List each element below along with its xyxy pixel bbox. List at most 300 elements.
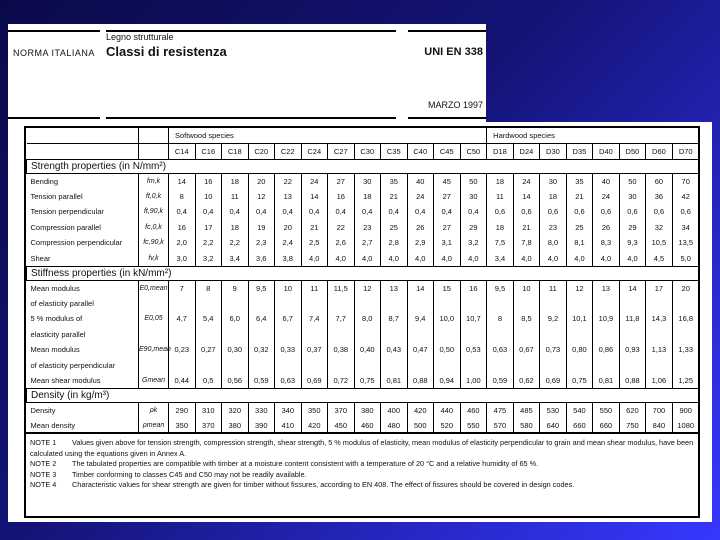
value-cell: 1,06: [646, 373, 673, 389]
property-label: Density: [30, 406, 56, 415]
value-cell: 0,53: [460, 342, 487, 358]
value-cell: 4,0: [460, 251, 487, 267]
value-cell: 50: [460, 173, 487, 189]
value-cell: 23: [540, 220, 567, 236]
property-symbol: ft,0,k: [139, 189, 169, 205]
value-cell: 10: [513, 280, 540, 296]
empty-cell: [460, 358, 487, 374]
value-cell: 7: [169, 280, 196, 296]
value-cell: 3,2: [195, 251, 222, 267]
note-label: NOTE 2: [30, 459, 57, 468]
value-cell: 36: [646, 189, 673, 205]
class-header: C50: [460, 144, 487, 160]
value-cell: 27: [434, 189, 461, 205]
value-cell: 1080: [672, 418, 699, 434]
empty-cell: [381, 327, 408, 343]
softwood-group-label: Softwood species: [169, 128, 487, 144]
empty-cell: [672, 296, 699, 312]
value-cell: 18: [222, 173, 249, 189]
value-cell: 1,13: [646, 342, 673, 358]
value-cell: 2,9: [407, 235, 434, 251]
value-cell: 4,0: [301, 251, 328, 267]
class-header: D30: [540, 144, 567, 160]
value-cell: 0,38: [328, 342, 355, 358]
empty-cell: [593, 296, 620, 312]
value-cell: 0,33: [275, 342, 302, 358]
empty-cell: [169, 296, 196, 312]
value-cell: 21: [301, 220, 328, 236]
value-cell: 14: [301, 189, 328, 205]
value-cell: 12: [248, 189, 275, 205]
value-cell: 0,4: [248, 204, 275, 220]
value-cell: 14: [619, 280, 646, 296]
value-cell: 8,3: [593, 235, 620, 251]
value-cell: 5,0: [672, 251, 699, 267]
table-row: [27, 280, 699, 296]
empty-cell: [222, 296, 249, 312]
table-row: [27, 373, 699, 389]
value-cell: 7,4: [301, 311, 328, 327]
value-cell: 290: [169, 403, 196, 419]
value-cell: 0,86: [593, 342, 620, 358]
value-cell: 14: [169, 173, 196, 189]
value-cell: 11: [540, 280, 567, 296]
empty-cell: [381, 296, 408, 312]
note: [30, 459, 694, 470]
section-title: Density (in kg/m³): [27, 389, 699, 403]
value-cell: 0,6: [487, 204, 514, 220]
section-title: Strength properties (in N/mm²): [27, 159, 699, 173]
value-cell: 8,5: [513, 311, 540, 327]
table-row: [27, 204, 699, 220]
value-cell: 370: [195, 418, 222, 434]
empty-cell: [646, 296, 673, 312]
value-cell: 4,0: [566, 251, 593, 267]
empty-cell: [487, 358, 514, 374]
empty-cell: [195, 358, 222, 374]
value-cell: 24: [593, 189, 620, 205]
value-cell: 3,6: [248, 251, 275, 267]
property-label: Tension parallel: [30, 191, 83, 201]
property-symbol: fv,k: [139, 251, 169, 267]
value-cell: 27: [434, 220, 461, 236]
document-subtitle: Legno strutturale: [106, 32, 174, 42]
empty-cell: [328, 296, 355, 312]
value-cell: 7,8: [513, 235, 540, 251]
value-cell: 0,4: [460, 204, 487, 220]
table-row: [27, 251, 699, 267]
empty-cell: [169, 327, 196, 343]
note-text: The tabulated properties are compatible with timber at a moisture content consistent with a temperature of 20 °C and a relative humidity of 65 %.: [72, 459, 539, 468]
table-row: [27, 311, 699, 327]
table-row: [27, 189, 699, 205]
standard-code: UNI EN 338: [424, 46, 483, 58]
property-symbol: ft,90,k: [139, 204, 169, 220]
empty-cell: [407, 327, 434, 343]
property-label: Mean modulus: [30, 345, 80, 355]
value-cell: 0,4: [301, 204, 328, 220]
value-cell: 8,1: [566, 235, 593, 251]
value-cell: 320: [222, 403, 249, 419]
value-cell: 3,1: [434, 235, 461, 251]
value-cell: 0,6: [566, 204, 593, 220]
value-cell: 16: [195, 173, 222, 189]
value-cell: 840: [646, 418, 673, 434]
table-row: [27, 342, 699, 358]
class-header: C40: [407, 144, 434, 160]
class-header: D24: [513, 144, 540, 160]
class-header: D40: [593, 144, 620, 160]
value-cell: 750: [619, 418, 646, 434]
value-cell: 3,4: [222, 251, 249, 267]
empty-cell: [566, 327, 593, 343]
value-cell: 0,88: [407, 373, 434, 389]
value-cell: 420: [301, 418, 328, 434]
value-cell: 4,0: [381, 251, 408, 267]
value-cell: 0,93: [619, 342, 646, 358]
empty-cell: [460, 327, 487, 343]
value-cell: 9,2: [540, 311, 567, 327]
empty-cell: [275, 327, 302, 343]
value-cell: 0,88: [619, 373, 646, 389]
empty-cell: [672, 358, 699, 374]
property-label: Tension perpendicular: [30, 207, 104, 217]
value-cell: 0,6: [646, 204, 673, 220]
value-cell: 1,00: [460, 373, 487, 389]
property-symbol: E90,mean: [139, 342, 169, 358]
value-cell: 6,4: [248, 311, 275, 327]
value-cell: 5,4: [195, 311, 222, 327]
value-cell: 350: [301, 403, 328, 419]
value-cell: 550: [460, 418, 487, 434]
class-header: D60: [646, 144, 673, 160]
value-cell: 0,27: [195, 342, 222, 358]
empty-cell: [434, 296, 461, 312]
value-cell: 0,94: [434, 373, 461, 389]
value-cell: 3,8: [275, 251, 302, 267]
property-label: Bending: [30, 176, 59, 186]
empty-cell: [301, 327, 328, 343]
value-cell: 0,63: [487, 342, 514, 358]
value-cell: 26: [593, 220, 620, 236]
empty-cell: [646, 327, 673, 343]
empty-cell: [593, 358, 620, 374]
empty-cell: [513, 327, 540, 343]
section-header-row: [27, 266, 699, 280]
table-row-continuation: [27, 327, 699, 343]
empty-cell: [566, 296, 593, 312]
value-cell: 660: [566, 418, 593, 434]
value-cell: 0,4: [195, 204, 222, 220]
value-cell: 620: [619, 403, 646, 419]
value-cell: 29: [619, 220, 646, 236]
empty-cell: [407, 296, 434, 312]
value-cell: 0,44: [169, 373, 196, 389]
value-cell: 11,5: [328, 280, 355, 296]
value-cell: 17: [195, 220, 222, 236]
note-label: NOTE 1: [30, 438, 57, 447]
value-cell: 27: [328, 173, 355, 189]
value-cell: 50: [619, 173, 646, 189]
group-header-row: [27, 128, 699, 144]
value-cell: 30: [354, 173, 381, 189]
value-cell: 500: [407, 418, 434, 434]
property-label: Compression parallel: [30, 222, 101, 232]
value-cell: 11: [487, 189, 514, 205]
value-cell: 16: [169, 220, 196, 236]
value-cell: 1,33: [672, 342, 699, 358]
value-cell: 12: [354, 280, 381, 296]
value-cell: 18: [222, 220, 249, 236]
value-cell: 2,0: [169, 235, 196, 251]
value-cell: 0,6: [513, 204, 540, 220]
value-cell: 10,9: [593, 311, 620, 327]
property-label: Compression perpendicular: [30, 238, 123, 248]
value-cell: 9,5: [248, 280, 275, 296]
value-cell: 3,2: [460, 235, 487, 251]
note: [30, 438, 694, 459]
value-cell: 42: [672, 189, 699, 205]
property-label: Mean density: [30, 421, 76, 431]
value-cell: 0,5: [195, 373, 222, 389]
value-cell: 380: [354, 403, 381, 419]
value-cell: 19: [248, 220, 275, 236]
value-cell: 21: [381, 189, 408, 205]
value-cell: 0,4: [407, 204, 434, 220]
divider: [8, 30, 100, 32]
value-cell: 10,1: [566, 311, 593, 327]
empty-cell: [301, 358, 328, 374]
property-symbol: Gmean: [139, 373, 169, 389]
note-label: NOTE 3: [30, 469, 57, 479]
value-cell: 0,69: [301, 373, 328, 389]
empty-cell: [381, 358, 408, 374]
value-cell: 10,5: [646, 235, 673, 251]
class-header-row: [27, 144, 699, 160]
value-cell: 14: [407, 280, 434, 296]
empty-cell: [222, 327, 249, 343]
empty-cell: [248, 296, 275, 312]
value-cell: 25: [381, 220, 408, 236]
table-row: [27, 220, 699, 236]
value-cell: 0,63: [275, 373, 302, 389]
class-header: C24: [301, 144, 328, 160]
value-cell: 340: [275, 403, 302, 419]
value-cell: 4,5: [646, 251, 673, 267]
empty-cell: [139, 128, 169, 144]
value-cell: 0,50: [434, 342, 461, 358]
value-cell: 0,6: [672, 204, 699, 220]
value-cell: 700: [646, 403, 673, 419]
value-cell: 0,81: [593, 373, 620, 389]
value-cell: 2,5: [301, 235, 328, 251]
value-cell: 12: [566, 280, 593, 296]
empty-cell: [513, 358, 540, 374]
value-cell: 475: [487, 403, 514, 419]
property-symbol: fm,k: [139, 173, 169, 189]
empty-cell: [139, 296, 169, 312]
value-cell: 23: [354, 220, 381, 236]
empty-cell: [195, 296, 222, 312]
class-header: D70: [672, 144, 699, 160]
divider: [408, 117, 486, 119]
value-cell: 14: [513, 189, 540, 205]
value-cell: 2,2: [222, 235, 249, 251]
value-cell: 18: [487, 220, 514, 236]
value-cell: 0,81: [381, 373, 408, 389]
table-row-continuation: [27, 358, 699, 374]
value-cell: 8: [487, 311, 514, 327]
value-cell: 400: [381, 403, 408, 419]
value-cell: 4,7: [169, 311, 196, 327]
value-cell: 0,4: [222, 204, 249, 220]
value-cell: 4,0: [540, 251, 567, 267]
value-cell: 4,0: [619, 251, 646, 267]
empty-cell: [275, 296, 302, 312]
value-cell: 0,75: [354, 373, 381, 389]
value-cell: 20: [248, 173, 275, 189]
value-cell: 22: [328, 220, 355, 236]
value-cell: 0,6: [619, 204, 646, 220]
empty-cell: [222, 358, 249, 374]
value-cell: 13: [381, 280, 408, 296]
empty-cell: [27, 144, 139, 160]
value-cell: 460: [460, 403, 487, 419]
property-symbol: fc,90,k: [139, 235, 169, 251]
value-cell: 40: [407, 173, 434, 189]
section-header-row: [27, 389, 699, 403]
value-cell: 0,40: [354, 342, 381, 358]
value-cell: 17: [646, 280, 673, 296]
document-body: [8, 122, 712, 522]
value-cell: 1,25: [672, 373, 699, 389]
empty-cell: [354, 358, 381, 374]
section-header-row: [27, 159, 699, 173]
value-cell: 350: [169, 418, 196, 434]
value-cell: 10: [195, 189, 222, 205]
value-cell: 0,4: [354, 204, 381, 220]
value-cell: 26: [407, 220, 434, 236]
class-header: C18: [222, 144, 249, 160]
value-cell: 310: [195, 403, 222, 419]
empty-cell: [328, 327, 355, 343]
value-cell: 9: [222, 280, 249, 296]
divider: [408, 30, 486, 32]
value-cell: 8,7: [381, 311, 408, 327]
empty-cell: [354, 327, 381, 343]
norma-label: NORMA ITALIANA: [13, 48, 95, 58]
value-cell: 550: [593, 403, 620, 419]
empty-cell: [619, 358, 646, 374]
value-cell: 530: [540, 403, 567, 419]
value-cell: 2,6: [328, 235, 355, 251]
value-cell: 70: [672, 173, 699, 189]
empty-cell: [619, 327, 646, 343]
empty-cell: [275, 358, 302, 374]
class-header: C16: [195, 144, 222, 160]
value-cell: 485: [513, 403, 540, 419]
value-cell: 6,7: [275, 311, 302, 327]
property-label: Mean modulus: [30, 283, 80, 293]
value-cell: 16,8: [672, 311, 699, 327]
value-cell: 4,0: [593, 251, 620, 267]
property-label: 5 % modulus of: [30, 314, 83, 324]
value-cell: 0,80: [566, 342, 593, 358]
publication-date: MARZO 1997: [427, 100, 483, 110]
value-cell: 25: [566, 220, 593, 236]
empty-cell: [646, 358, 673, 374]
value-cell: 4,0: [328, 251, 355, 267]
value-cell: 640: [540, 418, 567, 434]
empty-cell: [301, 296, 328, 312]
value-cell: 460: [354, 418, 381, 434]
empty-cell: [540, 296, 567, 312]
value-cell: 4,0: [354, 251, 381, 267]
empty-cell: [139, 358, 169, 374]
value-cell: 420: [407, 403, 434, 419]
property-label-cont: of elasticity parallel: [30, 298, 94, 308]
empty-cell: [540, 327, 567, 343]
value-cell: 16: [460, 280, 487, 296]
property-symbol: E0,05: [139, 311, 169, 327]
value-cell: 0,73: [540, 342, 567, 358]
empty-cell: [619, 296, 646, 312]
value-cell: 60: [646, 173, 673, 189]
value-cell: 390: [248, 418, 275, 434]
note: [30, 470, 694, 481]
divider: [8, 117, 100, 119]
value-cell: 0,6: [593, 204, 620, 220]
value-cell: 0,56: [222, 373, 249, 389]
class-header: C30: [354, 144, 381, 160]
property-symbol: E0,mean: [139, 280, 169, 296]
class-header: C27: [328, 144, 355, 160]
empty-cell: [407, 358, 434, 374]
value-cell: 4,0: [407, 251, 434, 267]
value-cell: 11,8: [619, 311, 646, 327]
empty-cell: [487, 296, 514, 312]
value-cell: 30: [460, 189, 487, 205]
note-text: Characteristic values for shear strength are given for timber without fissures, according to EN 408. The effect of fissures should be covered in design codes.: [72, 480, 575, 489]
property-symbol: fc,0,k: [139, 220, 169, 236]
empty-cell: [195, 327, 222, 343]
value-cell: 7,7: [328, 311, 355, 327]
class-header: C22: [275, 144, 302, 160]
value-cell: 0,30: [222, 342, 249, 358]
class-header: D50: [619, 144, 646, 160]
value-cell: 0,4: [328, 204, 355, 220]
empty-cell: [248, 327, 275, 343]
value-cell: 410: [275, 418, 302, 434]
note-text: Timber conforming to classes C45 and C50 may not be readily available.: [72, 469, 307, 479]
note: [30, 480, 694, 491]
value-cell: 32: [646, 220, 673, 236]
empty-cell: [169, 358, 196, 374]
value-cell: 0,43: [381, 342, 408, 358]
value-cell: 10,7: [460, 311, 487, 327]
empty-cell: [566, 358, 593, 374]
value-cell: 0,59: [248, 373, 275, 389]
value-cell: 2,3: [248, 235, 275, 251]
value-cell: 4,0: [513, 251, 540, 267]
value-cell: 480: [381, 418, 408, 434]
value-cell: 0,4: [381, 204, 408, 220]
empty-cell: [434, 327, 461, 343]
note-label: NOTE 4: [30, 480, 57, 489]
property-symbol: ρk: [139, 403, 169, 419]
value-cell: 2,2: [195, 235, 222, 251]
value-cell: 13: [593, 280, 620, 296]
